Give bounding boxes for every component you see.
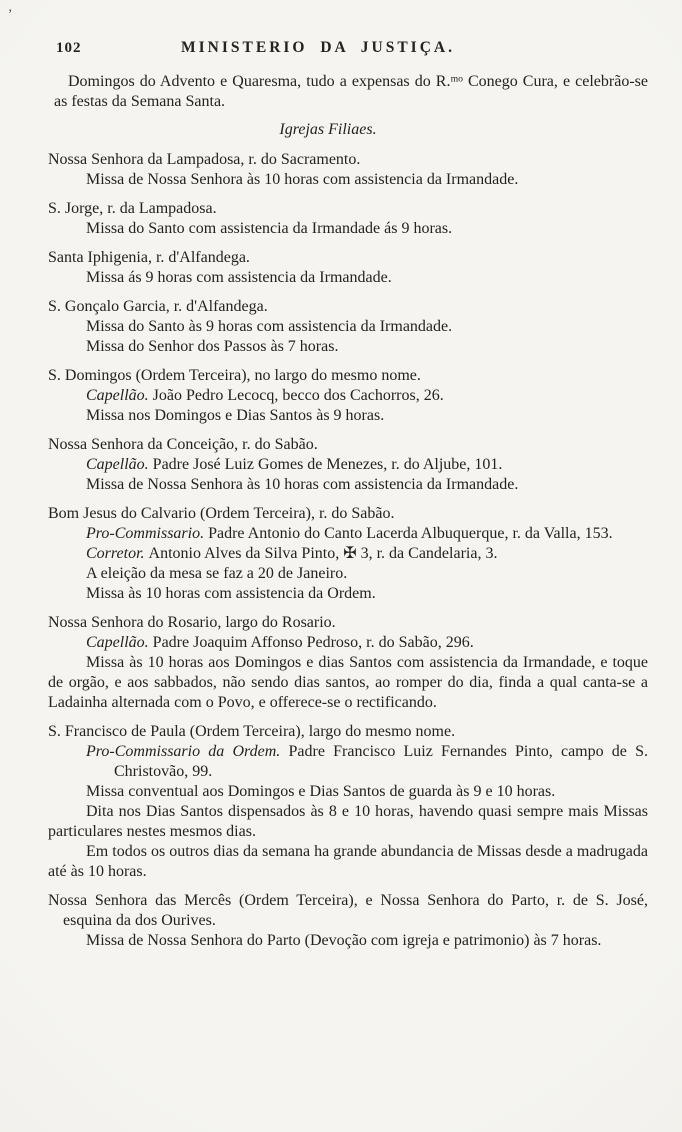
entry-title: S. Gonçalo Garcia, r. d'Alfandega. [48,298,268,315]
entry-title: S. Jorge, r. da Lampadosa. [48,200,217,217]
entries [48,150,648,951]
entry-title: Nossa Senhora das Mercês (Ordem Terceira), e Nossa Senhora do Parto, r. de S. José, esquina da dos Ourives. [48,892,648,929]
entry-line: Missa do Senhor dos Passos às 7 horas. [86,338,339,355]
entry-role-label: Capellão. [86,387,153,404]
section-title: Igrejas Filiaes. [279,121,377,138]
entry-line: Pro-Commissario. Padre Antonio do Canto Lacerda Albuquerque, r. da Valla, 153. [86,525,613,542]
church-entry [48,435,648,495]
entry-line: Pro-Commissario da Ordem. Padre Francisco Luiz Fernandes Pinto, campo de S. Christovão, 99. [86,743,648,780]
entry-line: Missa de Nossa Senhora às 10 horas com assistencia da Irmandade. [86,476,519,493]
entry-line: Missa conventual aos Domingos e Dias Santos de guarda às 9 e 10 horas. [86,783,556,800]
entry-title: Santa Iphigenia, r. d'Alfandega. [48,249,250,266]
entry-role-label: Capellão. [86,456,153,473]
entry-line: Capellão. Padre José Luiz Gomes de Menezes, r. do Aljube, 101. [86,456,503,473]
church-entry [48,297,648,357]
entry-role-label: Capellão. [86,634,153,651]
scan-speck-mark: ’ [8,6,13,21]
page-number: 102 [56,40,82,56]
entry-line: Missa do Santo às 9 horas com assistencia da Irmandade. [86,318,453,335]
entry-title: Nossa Senhora da Conceição, r. do Sabão. [48,436,318,453]
church-entry [48,199,648,239]
entry-line: Missa ás 9 horas com assistencia da Irmandade. [86,269,392,286]
intro-paragraph: Domingos do Advento e Quaresma, tudo a expensas do R.ᵐᵒ Conego Cura, e celebrão-se as festas da Semana Santa. [54,73,648,110]
entry-title: S. Domingos (Ordem Terceira), no largo do mesmo nome. [48,367,421,384]
entry-title: Nossa Senhora do Rosario, largo do Rosario. [48,614,336,631]
church-entry [48,366,648,426]
entry-line: Corretor. Antonio Alves da Silva Pinto, ✠ 3, r. da Candelaria, 3. [86,545,498,562]
church-entry [48,613,648,713]
entry-title: S. Francisco de Paula (Ordem Terceira), largo do mesmo nome. [48,723,456,740]
entry-role-label: Corretor. [86,545,149,562]
page-header [48,38,648,60]
entry-line: Capellão. João Pedro Lecocq, becco dos Cachorros, 26. [86,387,444,404]
entry-line: Capellão. Padre Joaquim Affonso Pedroso, r. do Sabão, 296. [86,634,474,651]
entry-line: Em todos os outros dias da semana ha grande abundancia de Missas desde a madrugada até às 10 horas. [48,843,648,880]
entry-line: Missa às 10 horas com assistencia da Ordem. [86,585,376,602]
entry-line: Missa do Santo com assistencia da Irmandade ás 9 horas. [86,220,453,237]
church-entry [48,150,648,190]
entry-role-label: Pro-Commissario. [86,525,209,542]
entry-line: Missa de Nossa Senhora do Parto (Devoção com igreja e patrimonio) às 7 horas. [86,932,602,949]
page-title: MINISTERIO DA JUSTIÇA. [181,39,455,56]
entry-role-label: Pro-Commissario da Ordem. [86,743,289,760]
entry-title: Bom Jesus do Calvario (Ordem Terceira), r. do Sabão. [48,505,395,522]
church-entry [48,722,648,882]
church-entry [48,891,648,951]
church-entry [48,248,648,288]
entry-line: Missa nos Domingos e Dias Santos às 9 horas. [86,407,385,424]
entry-line: Missa de Nossa Senhora às 10 horas com assistencia da Irmandade. [86,171,519,188]
church-entry [48,504,648,604]
entry-line: Dita nos Dias Santos dispensados às 8 e 10 horas, havendo quasi sempre mais Missas particulares nestes mesmos dias. [48,803,648,840]
entry-line: Missa às 10 horas aos Domingos e dias Santos com assistencia da Irmandade, e toque de orgão, e aos sabbados, não sendo dias santos, ao romper do dia, finda a qual canta-se a Ladainha alternada com o Povo, e offerece-se o rectificando. [48,654,648,711]
entry-line: A eleição da mesa se faz a 20 de Janeiro. [86,565,348,582]
entry-title: Nossa Senhora da Lampadosa, r. do Sacramento. [48,151,361,168]
